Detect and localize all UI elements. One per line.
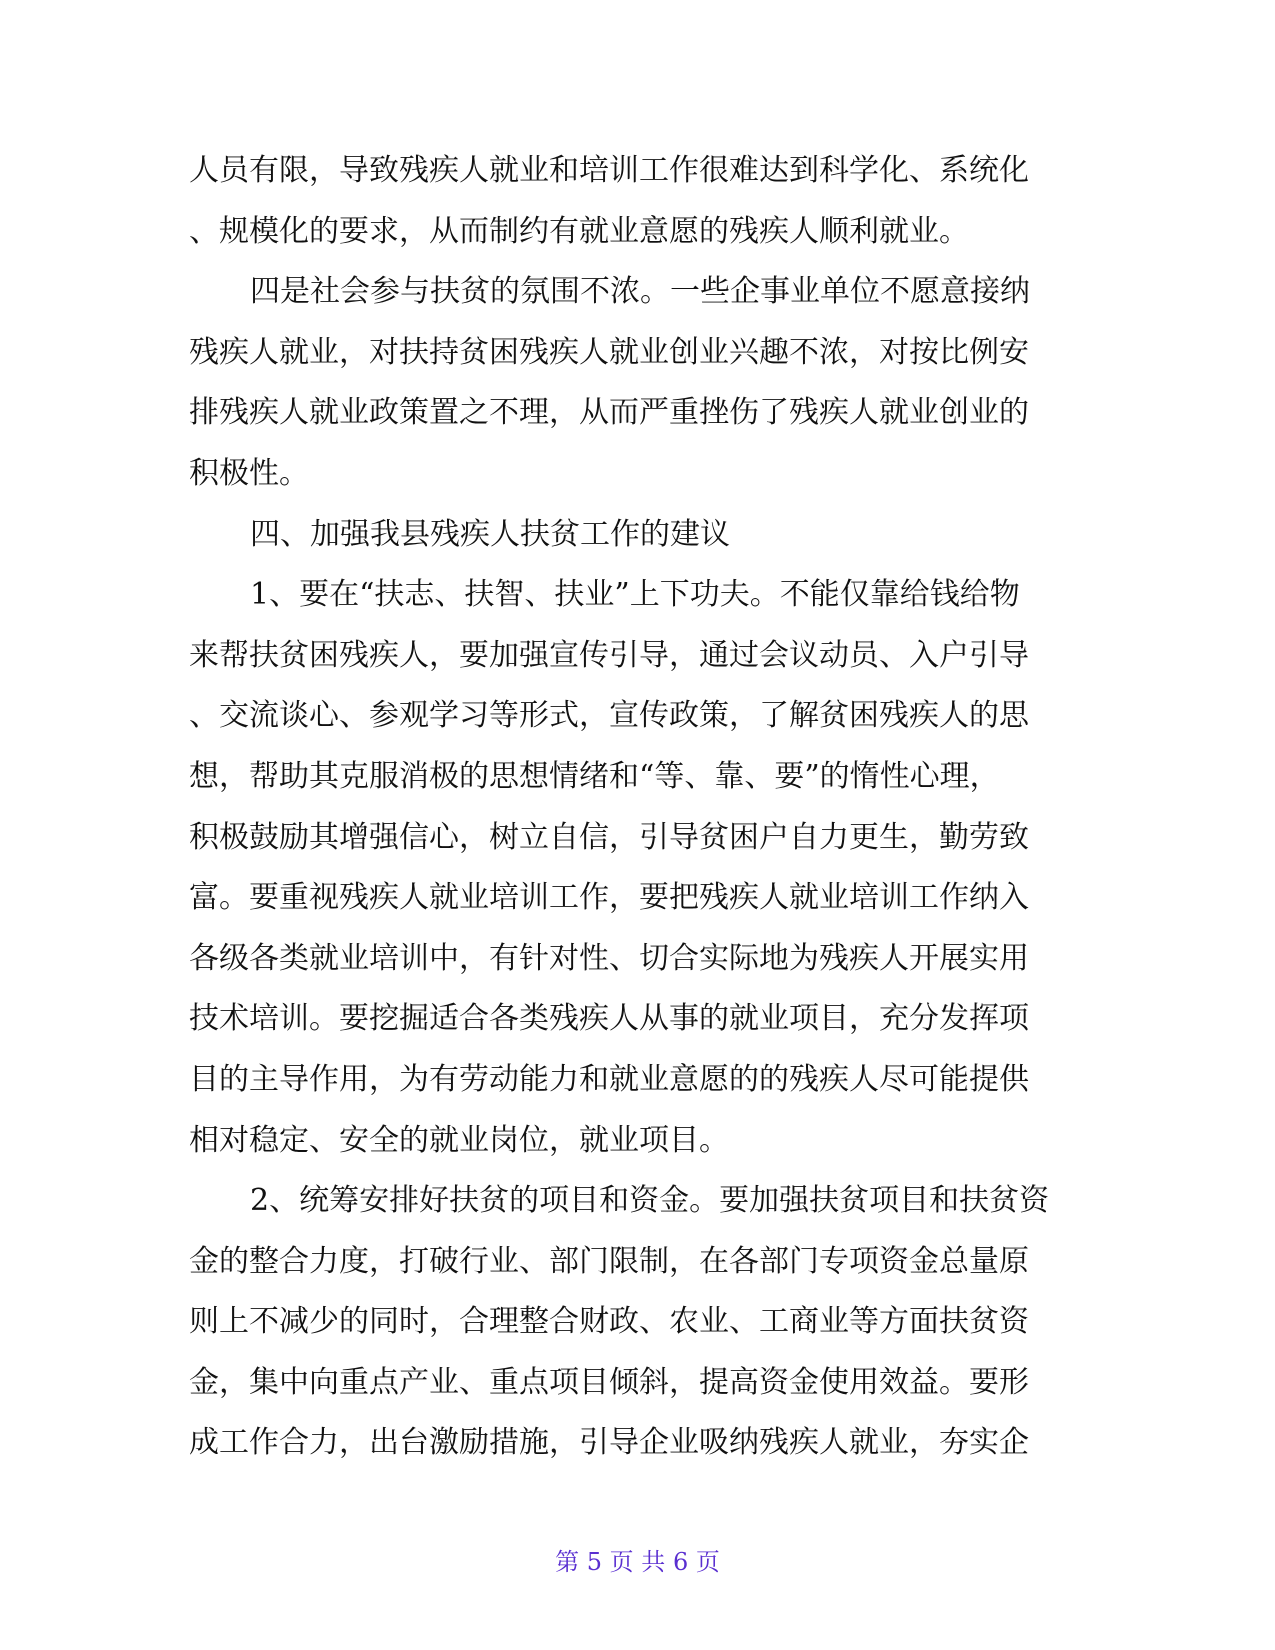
text-line: 残疾人就业，对扶持贫困残疾人就业创业兴趣不浓，对按比例安 bbox=[189, 334, 1029, 370]
text-line: 2、统筹安排好扶贫的项目和资金。要加强扶贫项目和扶贫资 bbox=[250, 1183, 1050, 1219]
text-line: 排残疾人就业政策置之不理，从而严重挫伤了残疾人就业创业的 bbox=[189, 395, 1029, 431]
text-line: 目的主导作用，为有劳动能力和就业意愿的的残疾人尽可能提供 bbox=[189, 1061, 1029, 1097]
section-heading: 四、加强我县残疾人扶贫工作的建议 bbox=[250, 516, 730, 552]
text-line: 金的整合力度，打破行业、部门限制，在各部门专项资金总量原 bbox=[189, 1243, 1029, 1279]
text-line: 1、要在“扶志、扶智、扶业”上下功夫。不能仅靠给钱给物 bbox=[250, 577, 1020, 613]
text-line: 富。要重视残疾人就业培训工作，要把残疾人就业培训工作纳入 bbox=[189, 880, 1029, 916]
text-line: 技术培训。要挖掘适合各类残疾人从事的就业项目，充分发挥项 bbox=[189, 1001, 1029, 1037]
text-line: 相对稳定、安全的就业岗位，就业项目。 bbox=[189, 1122, 729, 1158]
text-line: 四是社会参与扶贫的氛围不浓。一些企事业单位不愿意接纳 bbox=[250, 274, 1030, 310]
text-line: 则上不减少的同时，合理整合财政、农业、工商业等方面扶贫资 bbox=[189, 1304, 1029, 1340]
text-line: 积极性。 bbox=[189, 455, 309, 491]
text-line: 积极鼓励其增强信心，树立自信，引导贫困户自力更生，勤劳致 bbox=[189, 819, 1029, 855]
text-line: 、交流谈心、参观学习等形式，宣传政策，了解贫困残疾人的思 bbox=[189, 698, 1029, 734]
text-line: 来帮扶贫困残疾人，要加强宣传引导，通过会议动员、入户引导 bbox=[189, 637, 1029, 673]
text-line: 各级各类就业培训中，有针对性、切合实际地为残疾人开展实用 bbox=[189, 940, 1029, 976]
text-line: 想，帮助其克服消极的思想情绪和“等、靠、要”的惰性心理， bbox=[189, 758, 1000, 794]
text-line: 、规模化的要求，从而制约有就业意愿的残疾人顺利就业。 bbox=[189, 213, 969, 249]
document-body bbox=[189, 141, 1079, 1474]
text-line: 成工作合力，出台激励措施，引导企业吸纳残疾人就业，夯实企 bbox=[189, 1425, 1029, 1461]
text-line: 金，集中向重点产业、重点项目倾斜，提高资金使用效益。要形 bbox=[189, 1364, 1029, 1400]
text-line: 人员有限，导致残疾人就业和培训工作很难达到科学化、系统化 bbox=[189, 153, 1029, 188]
page-number-footer: 第 5 页 共 6 页 bbox=[555, 1548, 720, 1576]
